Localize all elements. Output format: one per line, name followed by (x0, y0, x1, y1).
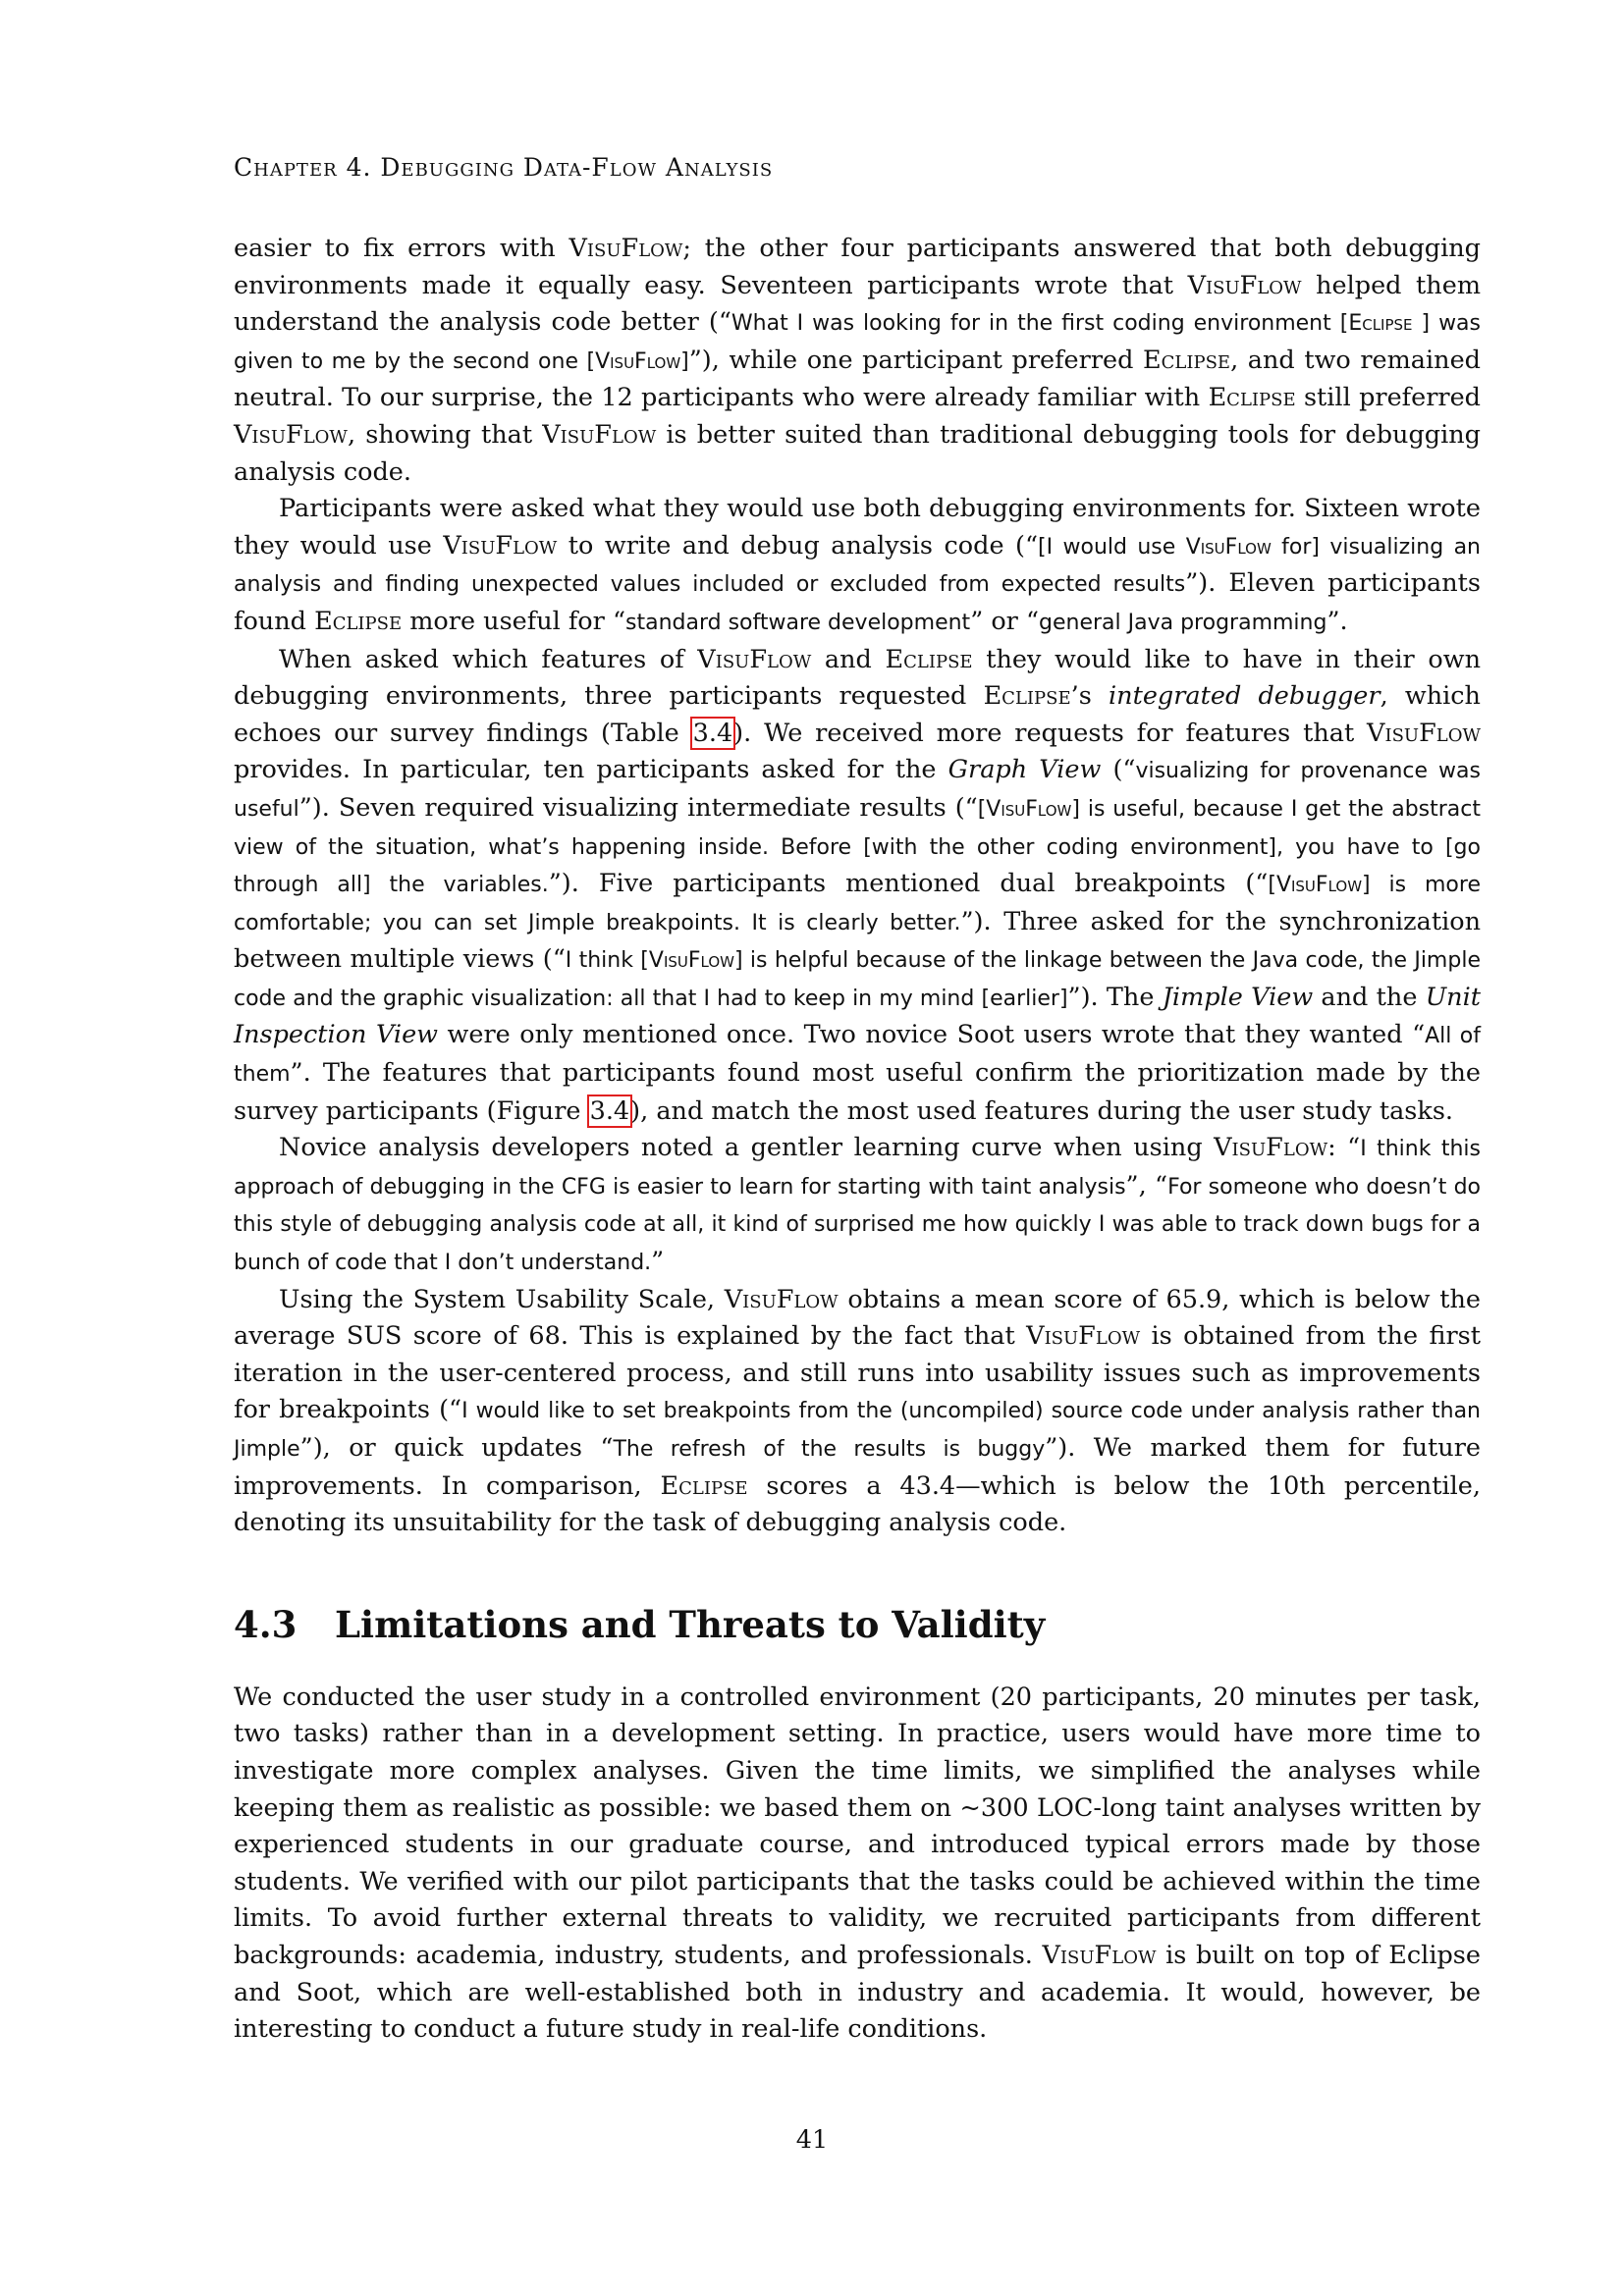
text-span: to write and debug analysis code (“ (557, 530, 1039, 561)
text-span: (“ (1101, 755, 1136, 785)
participant-quote: The refresh of the results is buggy (613, 1437, 1046, 1462)
quote-span: ] (680, 348, 689, 374)
tool-name: VisuFlow (724, 1284, 839, 1314)
tool-name: VisuFlow (443, 530, 558, 561)
paragraph-6 (234, 1680, 1481, 2049)
quote-span: for] visualizing an analysis and finding unexpected values included or excluded from expected results (234, 534, 1481, 598)
feature-name: Jimple View (1162, 982, 1314, 1012)
tool-name: VisuFlow (568, 234, 683, 263)
feature-name: Graph View (947, 755, 1102, 785)
ide-name: Eclipse (660, 1470, 748, 1501)
text-span: ”. (1326, 606, 1348, 636)
text-span: ”), or quick updates “ (299, 1433, 614, 1463)
ide-name: Eclipse (983, 681, 1071, 712)
ide-name: Eclipse (1348, 311, 1413, 337)
text-span: ”, “ (1125, 1170, 1168, 1201)
tool-name: VisuFlow (1185, 534, 1272, 560)
text-span: ), and match the most used features during the user study tasks. (630, 1095, 1454, 1126)
text-span: ”). Five participants mentioned dual breakpoints (“ (548, 869, 1269, 899)
text-span: : “ (1327, 1133, 1361, 1163)
tool-name: VisuFlow (1187, 270, 1302, 300)
text-span: ”). Seven required visualizing intermediate results (“ (298, 792, 978, 823)
text-span: , which echoes our survey findings (Table (234, 681, 1481, 748)
tool-name: VisuFlow (1367, 718, 1481, 748)
section-number: 4.3 (234, 1602, 298, 1646)
quote-span: ] was given to me by the second one [ (234, 311, 1482, 374)
running-head: Chapter 4. Debugging Data-Flow Analysis (234, 153, 774, 182)
text-span: ” (651, 1247, 665, 1277)
tool-name: VisuFlow (1275, 873, 1363, 898)
ide-name: Eclipse (1208, 383, 1296, 413)
ide-name: Eclipse (885, 644, 973, 674)
quote-span: [ (1268, 873, 1276, 898)
text-span: Novice analysis developers noted a gentler learning curve when using (279, 1133, 1215, 1163)
tool-name: VisuFlow (1042, 1940, 1157, 1970)
ide-name: Eclipse (314, 606, 403, 636)
text-span: still preferred (1295, 383, 1481, 413)
paragraph-3 (234, 642, 1481, 1131)
tool-name: VisuFlow (542, 419, 657, 450)
ide-name: Eclipse (1143, 345, 1231, 375)
text-span: ” or “ (970, 606, 1040, 636)
quote-span: I think [ (565, 948, 649, 974)
text-span: ”), while one participant preferred (688, 345, 1144, 375)
participant-quote: For someone who doesn’t do this style of debugging analysis code at all, it kind of surprised me how quickly I was able to track down bugs for a bunch of code that I don’t understand. (234, 1174, 1481, 1276)
text-span: , and two remained neutral. To our surprise, the 12 participants who were already familiar with (234, 345, 1481, 413)
tool-name: VisuFlow (1214, 1133, 1328, 1163)
section-heading (234, 1603, 1481, 1646)
quote-span: [ (977, 796, 987, 822)
tool-name: VisuFlow (234, 419, 348, 450)
participant-quote: visualizing for provenance was useful (234, 759, 1481, 822)
text-span: easier to fix errors with (234, 234, 569, 263)
paragraph-2 (234, 491, 1481, 641)
text-span: scores a 43.4—which is below the 10th percentile, denoting its unsuitability for the task of debugging analysis code. (234, 1470, 1481, 1538)
text-span: ”). Three asked for the synchronization between multiple views (“ (234, 906, 1482, 975)
text-span: helped them understand the analysis code better (“ (234, 270, 1482, 338)
body-text (234, 231, 1481, 2049)
text-span: , showing that (347, 419, 543, 450)
participant-quote: I would like to set breakpoints from the (uncompiled) source code under analysis rather than Jimple (234, 1399, 1481, 1462)
text-span: ; the other four participants answered that both debugging environments made it equally easy. Seventeen participants wrote that (234, 234, 1481, 300)
tool-name: VisuFlow (1026, 1321, 1141, 1352)
paragraph-1 (234, 231, 1481, 491)
section-title: Limitations and Threats to Validity (335, 1602, 1046, 1646)
text-span: ’s (1070, 681, 1109, 712)
tool-name: VisuFlow (648, 948, 734, 974)
quote-span: ] is more comfortable; you can set Jimple breakpoints. It is clearly better. (234, 873, 1481, 935)
tool-name: VisuFlow (697, 644, 812, 674)
text-span: Participants were asked what they would use both debugging environments for. Sixteen wrote they would use (234, 494, 1481, 561)
participant-quote: All of them (234, 1024, 1481, 1088)
text-span: Using the System Usability Scale, (279, 1284, 725, 1314)
text-span: ”). Eleven participants found (234, 568, 1482, 636)
page-number: 41 (795, 2125, 829, 2155)
quote-span: ] is helpful because of the linkage between the Java code, the Jimple code and the graphic visualization: all that I had to keep in my mind [earlier] (234, 948, 1481, 1011)
tool-name: VisuFlow (595, 348, 681, 374)
text-span: ”). We marked them for future improvements. In comparison, (234, 1433, 1482, 1501)
participant-quote: general Java programming (1039, 610, 1327, 635)
feature-name: integrated debugger (1109, 681, 1380, 712)
text-span: We conducted the user study in a controlled environment (20 participants, 20 minutes per task, two tasks) rather than in a development setting. In practice, users would have more time to investigate more complex analyses. Given the time limits, we simplified the analyses while keeping them as realistic as possible: we based them on ~300 LOC-long taint analyses written by experienced students in our graduate course, and introduced typical errors made by those students. We verified with our pilot participants that the tasks could be achieved within the time limits. To avoid further external threats to validity, we recruited participants from different backgrounds: academia, industry, students, and professionals. (234, 1682, 1481, 1970)
text-span: ”). The (1067, 982, 1163, 1012)
text-span: provides. In particular, ten participants asked for the (234, 755, 948, 785)
participant-quote: I think this approach of debugging in the CFG is easier to learn for starting with taint analysis (234, 1137, 1481, 1200)
text-span: they would like to have in their own debugging environments, three participants requested (234, 644, 1481, 712)
feature-name: Unit Inspection View (234, 982, 1482, 1050)
quote-span: [I would use (1038, 534, 1186, 560)
quote-span: What I was looking for in the first coding environment [ (731, 311, 1349, 337)
text-span: is obtained from the first iteration in the user-centered process, and still runs into usability issues such as improvements for breakpoints (“ (234, 1321, 1482, 1425)
table-reference-link[interactable]: 3.4 (692, 718, 733, 748)
text-span: obtains a mean score of 65.9, which is below the average SUS score of 68. This is explained by the fact that (234, 1284, 1482, 1352)
text-span: is built on top of Eclipse and Soot, which are well-established both in industry and academia. It would, however, be interesting to conduct a future study in real-life conditions. (234, 1940, 1481, 2045)
text-span: ). We received more requests for features that (733, 718, 1368, 748)
text-span: and (811, 644, 886, 674)
tool-name: VisuFlow (986, 796, 1072, 822)
paragraph-5 (234, 1282, 1481, 1542)
figure-reference-link[interactable]: 3.4 (589, 1095, 630, 1126)
text-span: is better suited than traditional debugging tools for debugging analysis code. (234, 419, 1481, 487)
text-span: and the (1313, 982, 1426, 1012)
participant-quote: standard software development (625, 610, 971, 635)
quote-span: ] is useful, because I get the abstract view of the situation, what’s happening inside. Before [with the other coding environment], you have to [go through all] the variables. (234, 796, 1481, 898)
text-span: When asked which features of (279, 644, 698, 674)
text-span: were only mentioned once. Two novice Soot users wrote that they wanted “ (438, 1020, 1426, 1050)
text-span: ”. The features that participants found most useful confirm the prioritization made by the survey participants (Figure (234, 1058, 1481, 1126)
text-span: more useful for “ (402, 606, 625, 636)
paragraph-4 (234, 1130, 1481, 1281)
